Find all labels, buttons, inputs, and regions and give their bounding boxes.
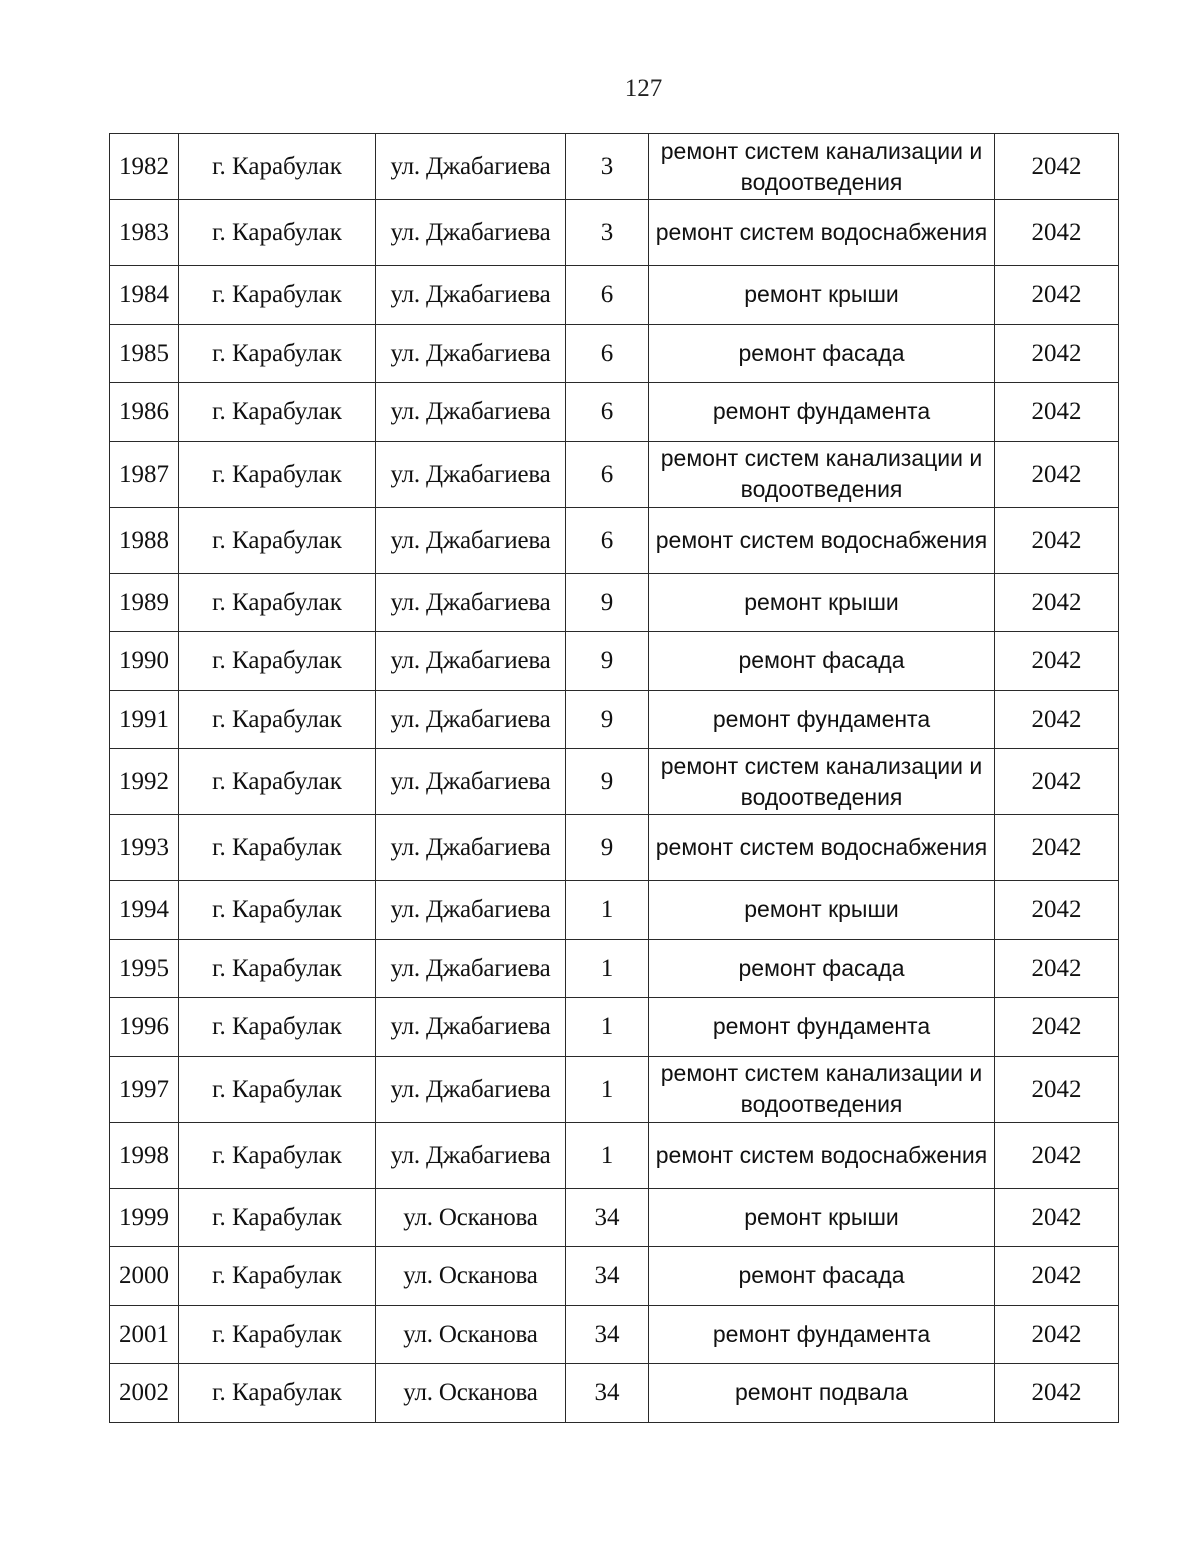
row-number-cell: 1994: [110, 881, 179, 940]
city-cell: г. Карабулак: [179, 1247, 376, 1306]
work-type-cell: ремонт фундамента: [649, 690, 995, 749]
row-number-cell: 1988: [110, 507, 179, 573]
year-cell: 2042: [995, 881, 1119, 940]
city-cell: г. Карабулак: [179, 815, 376, 881]
table-body: [110, 134, 1119, 1423]
work-type-cell: ремонт крыши: [649, 266, 995, 325]
table-row: [110, 632, 1119, 691]
year-cell: 2042: [995, 632, 1119, 691]
city-cell: г. Карабулак: [179, 324, 376, 383]
house-number-cell: 9: [566, 573, 649, 632]
table-row: [110, 690, 1119, 749]
row-number-cell: 2002: [110, 1364, 179, 1423]
year-cell: 2042: [995, 749, 1119, 815]
city-cell: г. Карабулак: [179, 507, 376, 573]
street-cell: ул. Осканова: [376, 1247, 566, 1306]
work-type-cell: ремонт крыши: [649, 881, 995, 940]
table-row: [110, 881, 1119, 940]
row-number-cell: 1996: [110, 998, 179, 1057]
year-cell: 2042: [995, 324, 1119, 383]
work-type-cell: ремонт фундамента: [649, 998, 995, 1057]
work-type-cell: ремонт крыши: [649, 573, 995, 632]
row-number-cell: 1985: [110, 324, 179, 383]
city-cell: г. Карабулак: [179, 939, 376, 998]
table-row: [110, 134, 1119, 200]
work-type-cell: ремонт фасада: [649, 939, 995, 998]
row-number-cell: 1989: [110, 573, 179, 632]
city-cell: г. Карабулак: [179, 998, 376, 1057]
row-number-cell: 1982: [110, 134, 179, 200]
street-cell: ул. Осканова: [376, 1364, 566, 1423]
work-type-cell: ремонт фундамента: [649, 383, 995, 442]
table-row: [110, 815, 1119, 881]
city-cell: г. Карабулак: [179, 266, 376, 325]
city-cell: г. Карабулак: [179, 573, 376, 632]
house-number-cell: 3: [566, 134, 649, 200]
city-cell: г. Карабулак: [179, 881, 376, 940]
street-cell: ул. Джабагиева: [376, 266, 566, 325]
city-cell: г. Карабулак: [179, 749, 376, 815]
city-cell: г. Карабулак: [179, 1122, 376, 1188]
city-cell: г. Карабулак: [179, 690, 376, 749]
street-cell: ул. Джабагиева: [376, 324, 566, 383]
year-cell: 2042: [995, 266, 1119, 325]
work-type-cell: ремонт фасада: [649, 324, 995, 383]
street-cell: ул. Джабагиева: [376, 1122, 566, 1188]
work-type-cell: ремонт подвала: [649, 1364, 995, 1423]
city-cell: г. Карабулак: [179, 632, 376, 691]
row-number-cell: 1998: [110, 1122, 179, 1188]
row-number-cell: 1987: [110, 441, 179, 507]
table-row: [110, 507, 1119, 573]
work-type-cell: ремонт систем канализации и водоотведения: [649, 749, 995, 815]
house-number-cell: 34: [566, 1247, 649, 1306]
house-number-cell: 1: [566, 998, 649, 1057]
repair-schedule-table: [109, 133, 1119, 1423]
house-number-cell: 1: [566, 1122, 649, 1188]
house-number-cell: 34: [566, 1305, 649, 1364]
city-cell: г. Карабулак: [179, 200, 376, 266]
row-number-cell: 2001: [110, 1305, 179, 1364]
house-number-cell: 34: [566, 1188, 649, 1247]
year-cell: 2042: [995, 1056, 1119, 1122]
row-number-cell: 1986: [110, 383, 179, 442]
house-number-cell: 34: [566, 1364, 649, 1423]
table-row: [110, 324, 1119, 383]
table-row: [110, 1247, 1119, 1306]
table-row: [110, 383, 1119, 442]
city-cell: г. Карабулак: [179, 1364, 376, 1423]
city-cell: г. Карабулак: [179, 1305, 376, 1364]
year-cell: 2042: [995, 690, 1119, 749]
house-number-cell: 1: [566, 939, 649, 998]
street-cell: ул. Джабагиева: [376, 441, 566, 507]
row-number-cell: 1992: [110, 749, 179, 815]
row-number-cell: 1993: [110, 815, 179, 881]
street-cell: ул. Джабагиева: [376, 881, 566, 940]
year-cell: 2042: [995, 383, 1119, 442]
city-cell: г. Карабулак: [179, 1188, 376, 1247]
row-number-cell: 1995: [110, 939, 179, 998]
house-number-cell: 3: [566, 200, 649, 266]
year-cell: 2042: [995, 1122, 1119, 1188]
street-cell: ул. Джабагиева: [376, 383, 566, 442]
year-cell: 2042: [995, 1188, 1119, 1247]
row-number-cell: 1990: [110, 632, 179, 691]
row-number-cell: 1983: [110, 200, 179, 266]
table-row: [110, 998, 1119, 1057]
city-cell: г. Карабулак: [179, 383, 376, 442]
street-cell: ул. Джабагиева: [376, 690, 566, 749]
city-cell: г. Карабулак: [179, 1056, 376, 1122]
work-type-cell: ремонт систем канализации и водоотведения: [649, 134, 995, 200]
year-cell: 2042: [995, 134, 1119, 200]
street-cell: ул. Джабагиева: [376, 632, 566, 691]
house-number-cell: 9: [566, 815, 649, 881]
year-cell: 2042: [995, 573, 1119, 632]
table-row: [110, 749, 1119, 815]
house-number-cell: 6: [566, 507, 649, 573]
city-cell: г. Карабулак: [179, 134, 376, 200]
work-type-cell: ремонт систем водоснабжения: [649, 1122, 995, 1188]
house-number-cell: 6: [566, 441, 649, 507]
street-cell: ул. Осканова: [376, 1305, 566, 1364]
row-number-cell: 1991: [110, 690, 179, 749]
house-number-cell: 1: [566, 881, 649, 940]
house-number-cell: 6: [566, 324, 649, 383]
table-row: [110, 441, 1119, 507]
work-type-cell: ремонт фасада: [649, 632, 995, 691]
house-number-cell: 6: [566, 383, 649, 442]
city-cell: г. Карабулак: [179, 441, 376, 507]
house-number-cell: 9: [566, 632, 649, 691]
page-number: 127: [624, 75, 663, 102]
table-row: [110, 1305, 1119, 1364]
table-row: [110, 266, 1119, 325]
street-cell: ул. Джабагиева: [376, 134, 566, 200]
table-row: [110, 1056, 1119, 1122]
street-cell: ул. Джабагиева: [376, 749, 566, 815]
year-cell: 2042: [995, 441, 1119, 507]
table-row: [110, 1364, 1119, 1423]
work-type-cell: ремонт систем водоснабжения: [649, 507, 995, 573]
street-cell: ул. Джабагиева: [376, 507, 566, 573]
year-cell: 2042: [995, 1305, 1119, 1364]
row-number-cell: 2000: [110, 1247, 179, 1306]
work-type-cell: ремонт фундамента: [649, 1305, 995, 1364]
street-cell: ул. Джабагиева: [376, 1056, 566, 1122]
year-cell: 2042: [995, 1364, 1119, 1423]
house-number-cell: 9: [566, 749, 649, 815]
year-cell: 2042: [995, 939, 1119, 998]
year-cell: 2042: [995, 1247, 1119, 1306]
work-type-cell: ремонт крыши: [649, 1188, 995, 1247]
house-number-cell: 6: [566, 266, 649, 325]
work-type-cell: ремонт систем канализации и водоотведения: [649, 441, 995, 507]
house-number-cell: 1: [566, 1056, 649, 1122]
row-number-cell: 1999: [110, 1188, 179, 1247]
table-row: [110, 573, 1119, 632]
table-row: [110, 939, 1119, 998]
street-cell: ул. Джабагиева: [376, 939, 566, 998]
work-type-cell: ремонт систем водоснабжения: [649, 815, 995, 881]
year-cell: 2042: [995, 200, 1119, 266]
street-cell: ул. Осканова: [376, 1188, 566, 1247]
table-row: [110, 1188, 1119, 1247]
table-row: [110, 200, 1119, 266]
row-number-cell: 1984: [110, 266, 179, 325]
work-type-cell: ремонт систем канализации и водоотведения: [649, 1056, 995, 1122]
table-row: [110, 1122, 1119, 1188]
work-type-cell: ремонт систем водоснабжения: [649, 200, 995, 266]
year-cell: 2042: [995, 815, 1119, 881]
street-cell: ул. Джабагиева: [376, 200, 566, 266]
street-cell: ул. Джабагиева: [376, 815, 566, 881]
row-number-cell: 1997: [110, 1056, 179, 1122]
house-number-cell: 9: [566, 690, 649, 749]
year-cell: 2042: [995, 507, 1119, 573]
street-cell: ул. Джабагиева: [376, 998, 566, 1057]
work-type-cell: ремонт фасада: [649, 1247, 995, 1306]
year-cell: 2042: [995, 998, 1119, 1057]
street-cell: ул. Джабагиева: [376, 573, 566, 632]
